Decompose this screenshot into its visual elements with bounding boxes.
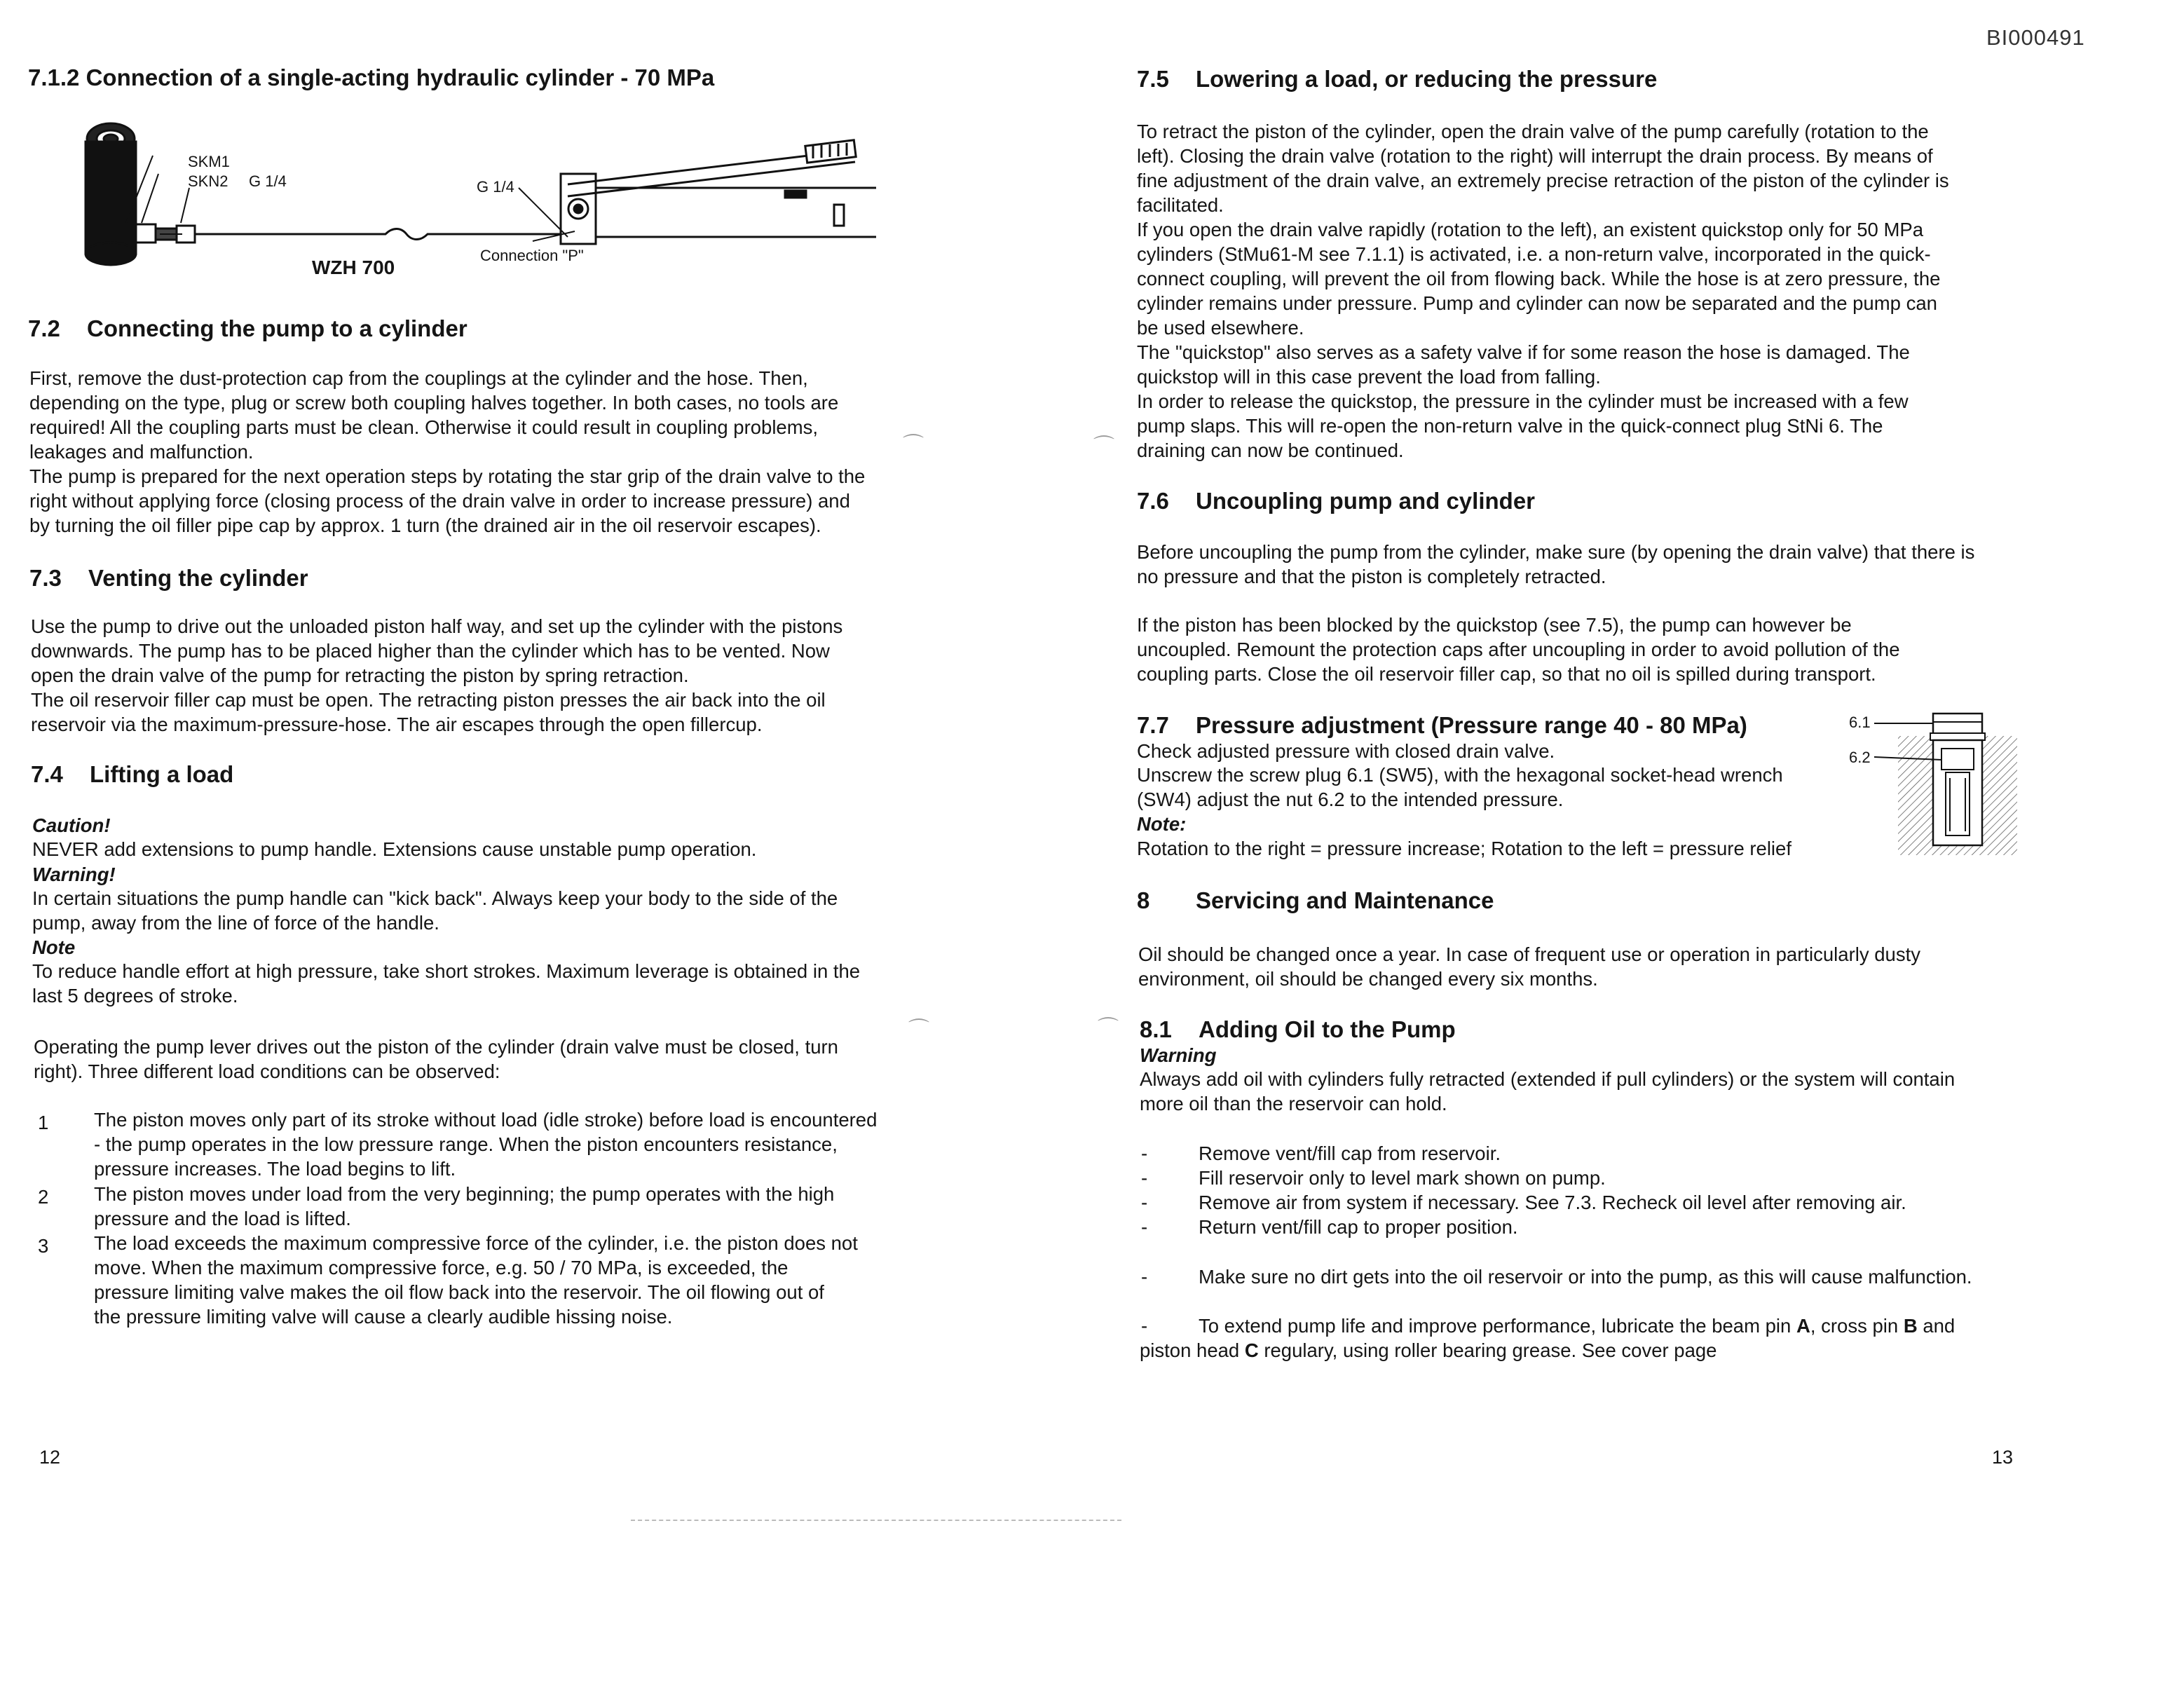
list-item: The piston moves under load from the very beginning; the pump operates with the high pressure and the load is lifted.	[94, 1183, 835, 1229]
lubrication-line-2	[1140, 1338, 1717, 1363]
scan-mark: ⌒	[903, 434, 924, 457]
bullet-dash: -	[1141, 1266, 1148, 1288]
list-item: The piston moves only part of its stroke without load (idle stroke) before load is encountered - the pump operates in the low pressure range. When the piston encounters resistance, pressure increases. The load begins to lift.	[94, 1109, 878, 1180]
fig-label-6-2: 6.2	[1849, 749, 1871, 766]
section-7-7-line-2: Unscrew the screw plug 6.1 (SW5), with the hexagonal socket-head wrench (SW4) adjust the nut 6.2 to the intended pressure.	[1137, 764, 1783, 810]
section-number: 7.7	[1137, 712, 1169, 738]
part-label-b: B	[1903, 1315, 1918, 1337]
lubrication-line-1	[1199, 1314, 1955, 1338]
list-item-number: 1	[38, 1112, 49, 1133]
label-g-1-4-pump: G 1/4	[477, 178, 514, 196]
bullet-dash: -	[1141, 1167, 1148, 1189]
section-7-4-heading	[31, 761, 233, 788]
part-label-c: C	[1244, 1339, 1259, 1361]
section-7-1-2-heading	[28, 64, 714, 91]
bullet-dash: -	[1141, 1315, 1148, 1337]
section-number: 7.2	[28, 315, 60, 341]
scan-artifact-line	[631, 1520, 1121, 1521]
lubrication-text: and	[1917, 1315, 1956, 1337]
lubrication-text: regulary, using roller bearing grease. See cover page	[1258, 1339, 1717, 1361]
scan-mark: ⌒	[1093, 435, 1114, 458]
section-title: Uncoupling pump and cylinder	[1196, 488, 1536, 514]
label-connection-p: Connection "P"	[480, 247, 584, 264]
note-label: Note	[32, 936, 76, 958]
label-g-1-4-cylinder: G 1/4	[249, 172, 287, 190]
section-title: Lowering a load, or reducing the pressure	[1196, 66, 1658, 92]
warning-label: Warning!	[32, 864, 116, 885]
bullet-dash: -	[1141, 1192, 1148, 1213]
pressure-valve-figure	[1849, 708, 2017, 855]
section-number: 7.5	[1137, 66, 1169, 92]
warning-text: In certain situations the pump handle can "kick back". Always keep your body to the side of the pump, away from the line of force of the handle.	[32, 887, 838, 934]
hydraulic-connection-diagram	[77, 118, 876, 293]
part-label-a: A	[1796, 1315, 1810, 1337]
list-item: Remove vent/fill cap from reservoir.	[1199, 1142, 1501, 1164]
note-text: To reduce handle effort at high pressure, take short strokes. Maximum leverage is obtained in the last 5 degrees of stroke.	[32, 960, 861, 1007]
bullet-dash: -	[1141, 1216, 1148, 1238]
section-number: 7.6	[1137, 488, 1169, 514]
section-7-7-line-1: Check adjusted pressure with closed drain valve.	[1137, 740, 1555, 762]
note-text: Rotation to the right = pressure increase; Rotation to the left = pressure relief	[1137, 838, 1791, 859]
section-7-6-body-1: Before uncoupling the pump from the cylinder, make sure (by opening the drain valve) that there is no pressure and that the piston is completely retracted.	[1137, 541, 1975, 587]
scan-mark: ⌒	[908, 1018, 929, 1042]
label-wzh-700: WZH 700	[312, 257, 395, 278]
list-item: The load exceeds the maximum compressive force of the cylinder, i.e. the piston does not move. When the maximum compressive force, e.g. 50 / 70 MPa, is exceeded, the pressure limiting valve makes the oil flow back into the reservoir. The oil flowing out of the pressure limiting valve will cause a clearly audible hissing noise.	[94, 1232, 858, 1328]
diagram-drawing	[77, 118, 876, 293]
section-title: Pressure adjustment (Pressure range 40 - 80 MPa)	[1196, 712, 1747, 738]
valve-drawing	[1849, 708, 2017, 855]
section-7-5-body: To retract the piston of the cylinder, open the drain valve of the pump carefully (rotation to the left). Closing the drain valve (rotation to the right) will interrupt the drain process. By means of fine adjustment of the drain valve, an extremely precise retraction of the piston of the cylinder is facilitated. If you open the drain valve rapidly (rotation to the left), an existent quickstop only for 50 MPa cylinders (StMu61-M see 7.1.1) is activated, i.e. a non-return valve, incorporated in the quick- connect coupling, will prevent the oil from flowing back. While the hose is at zero pressure, the cylinder remains under pressure. Pump and cylinder can now be separated and the pump can be used elsewhere. The "quickstop" also serves as a safety valve if for some reason the hose is damaged. The quickstop will in this case prevent the load from falling. In order to release the quickstop, the pressure in the cylinder must be increased with a few pump slaps. This will re-open the non-return valve in the quick-connect plug StNi 6. The draining can now be continued.	[1137, 121, 1949, 461]
section-7-6-heading	[1137, 488, 1535, 514]
label-skn2: SKN2	[188, 172, 228, 190]
page-number-left: 12	[39, 1447, 61, 1468]
lubrication-text: To extend pump life and improve performance, lubricate the beam pin	[1199, 1315, 1796, 1337]
section-title: Lifting a load	[90, 761, 234, 787]
section-title: Connecting the pump to a cylinder	[87, 315, 467, 341]
section-number: 8.1	[1140, 1016, 1172, 1042]
caution-text: NEVER add extensions to pump handle. Extensions cause unstable pump operation.	[32, 838, 757, 860]
section-number: 7.3	[29, 565, 62, 591]
fig-label-6-1: 6.1	[1849, 714, 1871, 731]
lubrication-text: piston head	[1140, 1339, 1245, 1361]
list-item-number: 3	[38, 1235, 49, 1257]
section-8-heading	[1137, 887, 1494, 914]
bullet-dash: -	[1141, 1142, 1148, 1164]
label-skm1: SKM1	[188, 153, 230, 170]
warning-label: Warning	[1140, 1044, 1217, 1066]
section-7-2-heading	[28, 315, 467, 342]
section-number: 8	[1137, 887, 1150, 913]
section-7-6-body-2: If the piston has been blocked by the quickstop (see 7.5), the pump can however be uncoupled. Remount the protection caps after uncoupling in order to avoid pollution of the coupling parts. Close the oil reservoir filler cap, so that no oil is spilled during transport.	[1137, 614, 1900, 685]
section-7-3-heading	[29, 565, 308, 592]
document-id: BI000491	[1986, 25, 2085, 50]
section-7-7-heading	[1137, 712, 1747, 739]
section-title: Connection of a single-acting hydraulic cylinder - 70 MPa	[86, 64, 715, 90]
list-item-number: 2	[38, 1186, 49, 1208]
list-item: Make sure no dirt gets into the oil reservoir or into the pump, as this will cause malfunction.	[1199, 1266, 1972, 1288]
page-number-right: 13	[1992, 1447, 2014, 1468]
section-7-3-body: Use the pump to drive out the unloaded piston half way, and set up the cylinder with the pistons downwards. The pump has to be placed higher than the cylinder which has to be vented. Now open the drain valve of the pump for retracting the piston by spring retraction. The oil reservoir filler cap must be open. The retracting piston presses the air back into the oil reservoir via the maximum-pressure-hose. The air escapes through the open fillercup.	[31, 615, 843, 735]
section-title: Adding Oil to the Pump	[1199, 1016, 1456, 1042]
list-item: Remove air from system if necessary. See 7.3. Recheck oil level after removing air.	[1199, 1192, 1906, 1213]
lubrication-text: , cross pin	[1810, 1315, 1904, 1337]
section-title: Venting the cylinder	[88, 565, 308, 591]
section-7-2-body: First, remove the dust-protection cap from the couplings at the cylinder and the hose. Then, depending on the type, plug or screw both coupling halves together. In both cases, no tools are required! All the coupling parts must be clean. Otherwise it could result in coupling problems, leakages and malfunction. The pump is prepared for the next operation steps by rotating the star grip of the drain valve to the right without applying force (closing process of the drain valve in order to increase pressure) and by turning the oil filler pipe cap by approx. 1 turn (the drained air in the oil reservoir escapes).	[29, 367, 866, 536]
list-item: Fill reservoir only to level mark shown on pump.	[1199, 1167, 1606, 1189]
scan-mark: ⌒	[1098, 1017, 1119, 1040]
caution-label: Caution!	[32, 814, 111, 836]
section-8-1-heading	[1140, 1016, 1456, 1043]
warning-text: Always add oil with cylinders fully retracted (extended if pull cylinders) or the system will contain more oil than the reservoir can hold.	[1140, 1068, 1956, 1114]
section-number: 7.4	[31, 761, 63, 787]
list-item: Return vent/fill cap to proper position.	[1199, 1216, 1518, 1238]
load-conditions-intro: Operating the pump lever drives out the piston of the cylinder (drain valve must be closed, turn right). Three different load conditions can be observed:	[34, 1036, 838, 1082]
section-number: 7.1.2	[28, 64, 80, 90]
section-title: Servicing and Maintenance	[1196, 887, 1494, 913]
note-label: Note:	[1137, 813, 1187, 835]
section-8-body: Oil should be changed once a year. In case of frequent use or operation in particularly dusty environment, oil should be changed every six months.	[1138, 943, 1920, 990]
section-7-5-heading	[1137, 66, 1657, 93]
